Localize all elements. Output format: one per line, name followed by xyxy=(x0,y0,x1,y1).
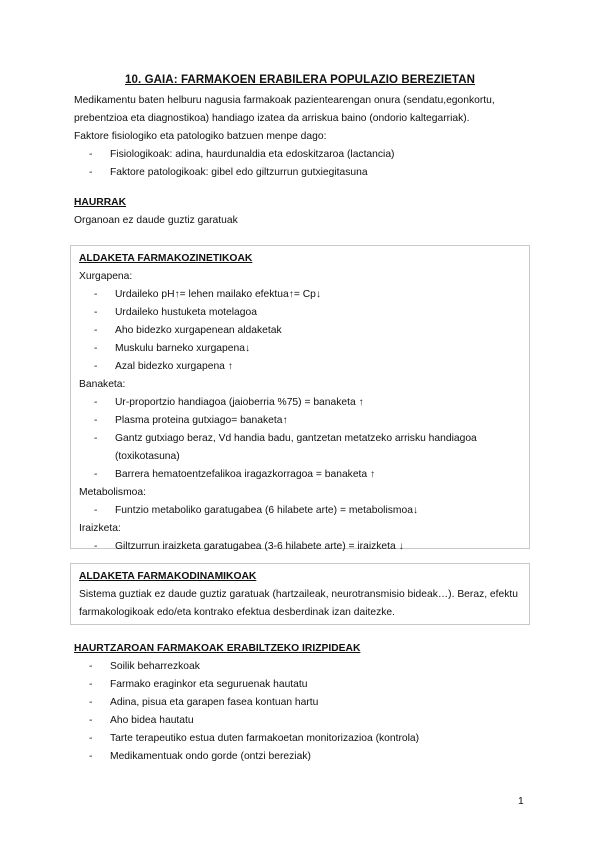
pk-heading: ALDAKETA FARMAKOZINETIKOAK xyxy=(79,253,253,264)
list-item: - Tarte terapeutiko estua duten farmakoetan monitorizazioa (kontrola) xyxy=(74,730,534,748)
haurrak-heading: HAURRAK xyxy=(74,197,127,208)
list-item: - Giltzurrun iraizketa garatugabea (3-6 hilabete arte) = iraizketa ↓ xyxy=(79,538,523,556)
pharmacodynamic-box xyxy=(70,563,530,625)
list-item: - Azal bidezko xurgapena ↑ xyxy=(79,358,523,376)
list-item: - Gantz gutxiago beraz, Vd handia badu, gantzetan metatzeko arrisku handiagoa (toxikotasuna) xyxy=(79,430,523,466)
list-item: - Soilik beharrezkoak xyxy=(74,658,534,676)
list-item: - Ur-proportzio handiagoa (jaioberria %75) = banaketa ↑ xyxy=(79,394,523,412)
list-item: - Funtzio metaboliko garatugabea (6 hilabete arte) = metabolismoa↓ xyxy=(79,502,523,520)
list-item: - Faktore patologikoak: gibel edo giltzurrun gutxiegitasuna xyxy=(74,164,534,182)
distribution-list xyxy=(79,394,523,484)
section-label: Xurgapena: xyxy=(79,271,133,282)
excretion-list xyxy=(79,538,523,556)
haurrak-text: Organoan ez daude guztiz garatuak xyxy=(74,215,238,226)
page-number: 1 xyxy=(518,796,524,807)
absorption-list xyxy=(79,286,523,376)
page-title: 10. GAIA: FARMAKOEN ERABILERA POPULAZIO BEREZIETAN xyxy=(124,74,476,86)
metabolism-list xyxy=(79,502,523,520)
list-item: - Muskulu barneko xurgapena↓ xyxy=(79,340,523,358)
pharmacokinetic-box xyxy=(70,245,530,552)
section-label: Iraizketa: xyxy=(79,523,121,534)
pd-heading: ALDAKETA FARMAKODINAMIKOAK xyxy=(79,571,257,582)
list-item: - Urdaileko hustuketa motelagoa xyxy=(79,304,523,322)
list-item: - Farmako eraginkor eta seguruenak hautatu xyxy=(74,676,534,694)
list-item: - Aho bidea hautatu xyxy=(74,712,534,730)
section-label: Metabolismoa: xyxy=(79,487,146,498)
section-label: Banaketa: xyxy=(79,379,126,390)
list-item: - Adina, pisua eta garapen fasea kontuan hartu xyxy=(74,694,534,712)
list-item: - Aho bidezko xurgapenean aldaketak xyxy=(79,322,523,340)
list-item: - Urdaileko pH↑= lehen mailako efektua↑= Cp↓ xyxy=(79,286,523,304)
list-item: - Fisiologikoak: adina, haurdunaldia eta edoskitzaroa (lactancia) xyxy=(74,146,534,164)
pd-text: Sistema guztiak ez daude guztiz garatuak (hartzaileak, neurotransmisio bideak…). Beraz, efektu farmakologikoak edo/eta kontrako efektua desberdinak izan daitezke. xyxy=(79,589,518,618)
list-item: - Medikamentuak ondo gorde (ontzi bereziak) xyxy=(74,748,534,766)
list-item: - Barrera hematoentzefalikoa iragazkorragoa = banaketa ↑ xyxy=(79,466,523,484)
criteria-list xyxy=(74,658,534,766)
intro-paragraph: Medikamentu baten helburu nagusia farmakoak pazientearengan onura (sendatu,egonkortu, prebentzioa eta diagnostikoa) handiago izatea da arriskua baino (ondorio kaltegarriak). xyxy=(74,95,495,124)
list-item: - Plasma proteina gutxiago= banaketa↑ xyxy=(79,412,523,430)
criteria-heading: HAURTZAROAN FARMAKOAK ERABILTZEKO IRIZPIDEAK xyxy=(74,643,361,654)
factors-intro: Faktore fisiologiko eta patologiko batzuen menpe dago: xyxy=(74,131,327,142)
factors-list xyxy=(74,146,534,182)
